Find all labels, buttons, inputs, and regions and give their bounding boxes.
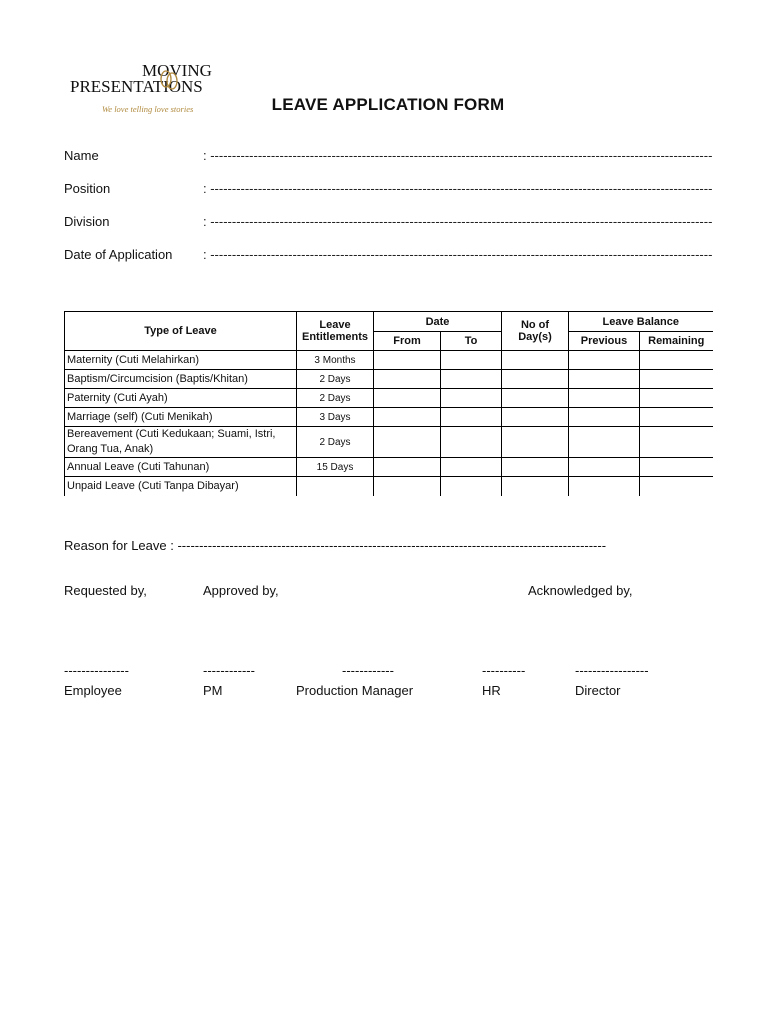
remaining-cell[interactable] [640, 458, 713, 477]
remaining-cell[interactable] [640, 408, 713, 427]
from-cell[interactable] [374, 427, 441, 458]
signature-line-pm[interactable]: ------------ [203, 663, 255, 678]
entitlement-cell: 2 Days [297, 427, 374, 458]
days-cell[interactable] [502, 351, 569, 370]
days-cell[interactable] [502, 370, 569, 389]
header-previous: Previous [569, 332, 640, 351]
entitlement-cell: 2 Days [297, 389, 374, 408]
from-cell[interactable] [374, 477, 441, 496]
requested-by-label: Requested by, [64, 583, 147, 598]
days-cell[interactable] [502, 477, 569, 496]
header-type-of-leave: Type of Leave [65, 312, 297, 351]
logo-word-moving: MOVING [142, 61, 212, 80]
previous-cell[interactable] [569, 427, 640, 458]
role-employee: Employee [64, 683, 122, 698]
header-leave-balance: Leave Balance [569, 312, 713, 332]
table-row [65, 389, 713, 408]
field-label: Position [64, 181, 111, 196]
signature-line-hr[interactable]: ---------- [482, 663, 526, 678]
leave-type-cell: Marriage (self) (Cuti Menikah) [65, 408, 297, 427]
from-cell[interactable] [374, 351, 441, 370]
entitlement-cell: 3 Days [297, 408, 374, 427]
previous-cell[interactable] [569, 458, 640, 477]
to-cell[interactable] [441, 389, 502, 408]
previous-cell[interactable] [569, 408, 640, 427]
role-pm: PM [203, 683, 223, 698]
leave-type-cell: Unpaid Leave (Cuti Tanpa Dibayar) [65, 477, 297, 496]
reason-for-leave-field[interactable]: Reason for Leave : --------------------------------------------------------------------------------------------------- [64, 538, 607, 553]
days-cell[interactable] [502, 389, 569, 408]
field-line[interactable]: : -------------------------------------------------------------------------------------------------------------------- [203, 214, 713, 229]
days-cell[interactable] [502, 408, 569, 427]
table-row [65, 477, 713, 496]
logo-tagline: We love telling love stories [102, 104, 194, 114]
header-remaining: Remaining [640, 332, 713, 351]
role-hr: HR [482, 683, 501, 698]
field-label: Name [64, 148, 99, 163]
signature-line-production-manager[interactable]: ------------ [342, 663, 394, 678]
signature-line-director[interactable]: ----------------- [575, 663, 649, 678]
from-cell[interactable] [374, 408, 441, 427]
from-cell[interactable] [374, 389, 441, 408]
previous-cell[interactable] [569, 389, 640, 408]
to-cell[interactable] [441, 351, 502, 370]
days-cell[interactable] [502, 458, 569, 477]
field-label: Division [64, 214, 110, 229]
remaining-cell[interactable] [640, 351, 713, 370]
field-line[interactable]: : -------------------------------------------------------------------------------------------------------------------- [203, 148, 713, 163]
previous-cell[interactable] [569, 351, 640, 370]
role-production-manager: Production Manager [296, 683, 414, 698]
to-cell[interactable] [441, 458, 502, 477]
remaining-cell[interactable] [640, 427, 713, 458]
previous-cell[interactable] [569, 370, 640, 389]
header-from: From [374, 332, 441, 351]
entitlement-cell: 2 Days [297, 370, 374, 389]
logo-word-presentations: PRESENTATIONS [70, 77, 203, 96]
field-line[interactable]: : -------------------------------------------------------------------------------------------------------------------- [203, 181, 713, 196]
entitlement-cell: 15 Days [297, 458, 374, 477]
leave-type-cell: Maternity (Cuti Melahirkan) [65, 351, 297, 370]
field-label: Date of Application [64, 247, 173, 262]
leave-type-cell: Bereavement (Cuti Kedukaan; Suami, Istri, Orang Tua, Anak) [65, 427, 297, 458]
field-line[interactable]: : -------------------------------------------------------------------------------------------------------------------- [203, 247, 713, 262]
from-cell[interactable] [374, 458, 441, 477]
signature-line-employee[interactable]: --------------- [64, 663, 129, 678]
approved-by-label: Approved by, [203, 583, 279, 598]
to-cell[interactable] [441, 477, 502, 496]
from-cell[interactable] [374, 370, 441, 389]
to-cell[interactable] [441, 427, 502, 458]
role-director: Director [575, 683, 621, 698]
remaining-cell[interactable] [640, 370, 713, 389]
page-title: LEAVE APPLICATION FORM [271, 95, 505, 114]
leave-type-cell: Paternity (Cuti Ayah) [65, 389, 297, 408]
leave-type-cell: Baptism/Circumcision (Baptis/Khitan) [65, 370, 297, 389]
table-row [65, 351, 713, 370]
to-cell[interactable] [441, 408, 502, 427]
table-row [65, 370, 713, 389]
days-cell[interactable] [502, 427, 569, 458]
remaining-cell[interactable] [640, 477, 713, 496]
leave-type-cell: Annual Leave (Cuti Tahunan) [65, 458, 297, 477]
header-to: To [441, 332, 502, 351]
remaining-cell[interactable] [640, 389, 713, 408]
to-cell[interactable] [441, 370, 502, 389]
entitlement-cell: 3 Months [297, 351, 374, 370]
table-row [65, 408, 713, 427]
header-leave-entitlements: Leave Entitlements [297, 312, 374, 351]
previous-cell[interactable] [569, 477, 640, 496]
header-no-of-days: No of Day(s) [502, 312, 569, 351]
leave-table [64, 311, 713, 496]
table-row [65, 427, 713, 458]
table-row [65, 458, 713, 477]
acknowledged-by-label: Acknowledged by, [528, 583, 633, 598]
header-date: Date [374, 312, 502, 332]
entitlement-cell [297, 477, 374, 496]
